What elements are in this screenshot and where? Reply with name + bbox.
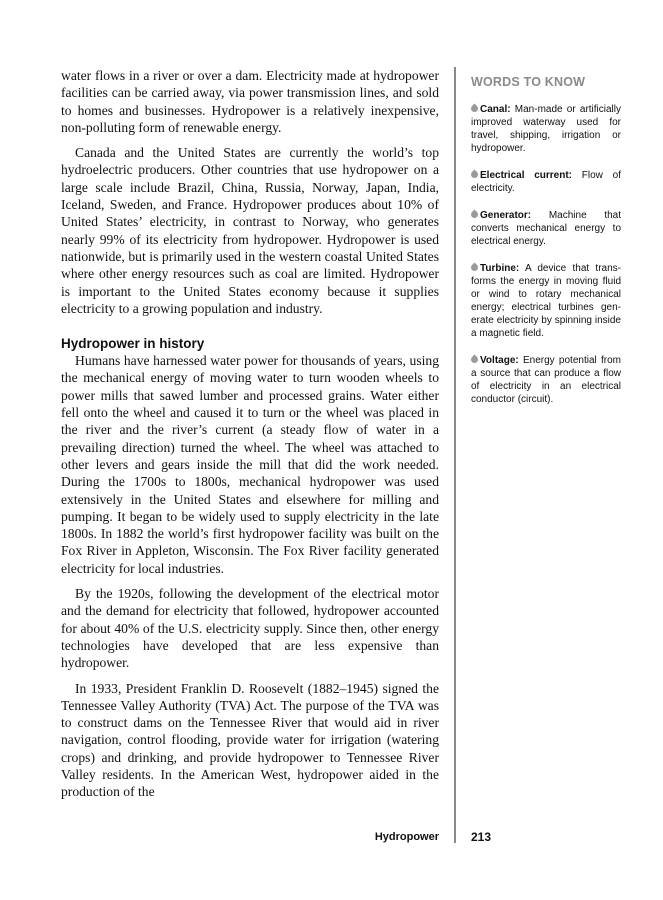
running-footer-title: Hydropower <box>374 831 439 843</box>
glossary-term: Electrical current: <box>480 170 573 181</box>
glossary-entry-voltage <box>471 354 621 406</box>
glossary-entry-canal <box>471 103 621 155</box>
words-to-know-sidebar <box>471 76 621 420</box>
paragraph-history-1: Humans have harnessed water power for thousands of years, using the mechanical energy of moving water to turn wooden wheels to power mills that sawed lumber and processed grains. Water either fell onto the wheel and caused it to turn or the wheel was placed in the river and the river’s current (a steady flow of water in a prevailing direction) turned the wheel. The wheel was attached to other levers and gears inside the mill that did the work needed. During the 1700s to 1800s, mechanical hydropower was used extensively in the United States and elsewhere for milling and pumping. It began to be widely used to supply electricity in the late 1800s. In 1882 the world’s first hydropower facility was built on the Fox River in Appleton, Wisconsin. The Fox River facility generated electricity for local industries. <box>61 353 439 576</box>
glossary-entry-electrical-current <box>471 169 621 195</box>
paragraph-history-2: By the 1920s, following the development of the electrical motor and the demand for electricity that followed, hydropower accounted for about 40% of the U.S. electricity supply. Since then, other energy technologies have developed that are less expensive than hydropower. <box>61 586 439 671</box>
glossary-entry-generator <box>471 209 621 248</box>
glossary-definition: Energy potential from a source that can produce a flow of electricity in an electrical conductor (circuit). <box>471 355 621 405</box>
glossary-definition: Man-made or artificially improved waterway used for travel, shipping, irrigation or hydropower. <box>471 104 621 154</box>
paragraph-producers: Canada and the United States are currently the world’s top hydroelectric producers. Other countries that use hydropower on a large scale include Brazil, China, Russia, Norway, Japan, India, Iceland, Sweden, and France. Hydropower produces about 10% of United States’ electricity, in contrast to Norway, who generates nearly 99% of its electricity from hydropower. Hydropower is used nationwide, but is primarily used in the western coastal United States where other energy resources such as coal are limited. Hydropower is important to the United States economy because it supplies electricity to a growing population and industry. <box>61 145 439 316</box>
sidebar-heading: WORDS TO KNOW <box>471 75 586 89</box>
glossary-definition: A device that transforms the energy in moving fluid or wind to rotary mechanical energy; electrical turbines generate electricity by spinning inside a magnetic field. <box>471 263 621 339</box>
glossary-entry-turbine <box>471 262 621 340</box>
water-drop-icon <box>470 170 480 180</box>
paragraph-continuation: water flows in a river or over a dam. Electricity made at hydropower facilities can be carried away, via power transmission lines, and sold to homes and businesses. Hydropower is a relatively inexpensive, non-polluting form of renewable energy. <box>61 68 439 135</box>
water-drop-icon <box>470 210 480 220</box>
glossary-term: Turbine: <box>480 263 520 274</box>
main-text-column <box>61 67 439 809</box>
column-divider <box>454 67 456 843</box>
water-drop-icon <box>470 355 480 365</box>
glossary-definition: Machine that converts mechanical energy to electrical energy. <box>471 210 621 247</box>
glossary-definition: Flow of electricity. <box>471 170 621 194</box>
page-number: 213 <box>471 830 492 844</box>
section-heading-history: Hydropower in history <box>61 336 205 352</box>
glossary-term: Voltage: <box>480 355 519 366</box>
glossary-term: Canal: <box>480 104 511 115</box>
water-drop-icon <box>470 104 480 114</box>
paragraph-history-3: In 1933, President Franklin D. Roosevelt (1882–1945) signed the Tennessee Valley Authority (TVA) Act. The purpose of the TVA was to construct dams on the Tennessee River that would aid in river navigation, control flooding, provide water for irrigation (watering crops) and drinking, and provide hydropower to Tennessee River Valley residents. In the American West, hydropower aided in the production of the <box>61 680 439 800</box>
water-drop-icon <box>470 263 480 273</box>
glossary-term: Generator: <box>480 210 532 221</box>
